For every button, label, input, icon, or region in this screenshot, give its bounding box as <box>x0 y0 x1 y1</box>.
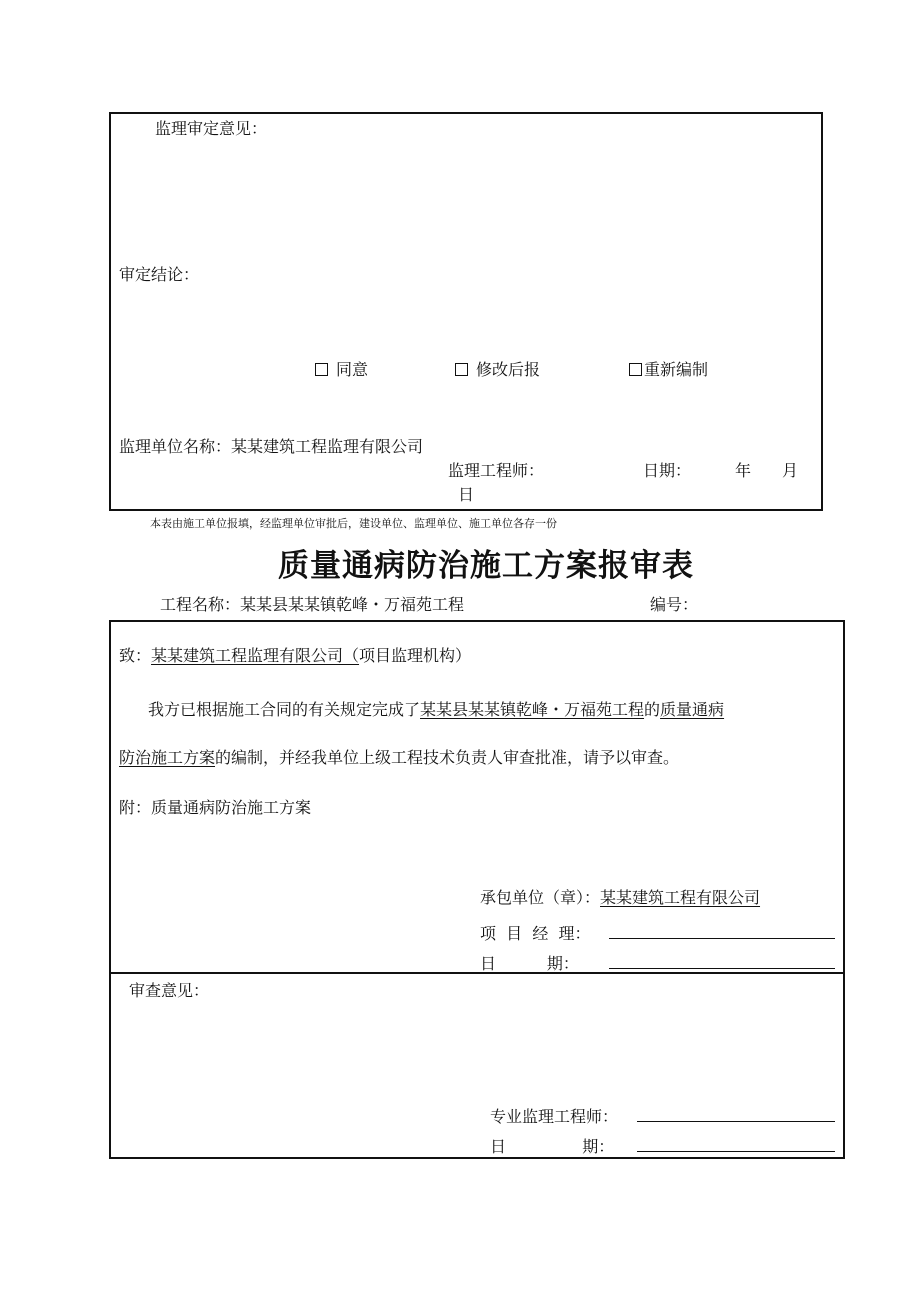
body-line-1: 我方已根据施工合同的有关规定完成了某某县某某镇乾峰・万福苑工程的质量通病 <box>148 700 725 719</box>
footnote: 本表由施工单位报填，经监理单位审批后，建设单位、监理单位、施工单位各存一份 <box>150 517 557 530</box>
addressee-org: 某某建筑工程监理有限公司（ <box>151 646 360 665</box>
option-revise-resubmit[interactable]: 修改后报 <box>455 357 540 380</box>
project-name: 某某县某某镇乾峰・万福苑工程 <box>240 595 465 614</box>
checkbox-icon[interactable] <box>315 363 328 376</box>
engineer-sign-label: 专业监理工程师： <box>490 1107 619 1126</box>
project-manager-label: 项 目 经 理： <box>480 924 591 943</box>
option-agree[interactable]: 同意 <box>315 357 368 380</box>
checkbox-icon[interactable] <box>629 363 642 376</box>
submission-date-line[interactable] <box>609 968 835 969</box>
day-label: 日 <box>458 485 475 504</box>
engineer-signature-line[interactable] <box>637 1121 835 1122</box>
project-manager-signature-line[interactable] <box>609 938 835 939</box>
contractor-line <box>480 885 760 908</box>
review-opinion-label: 审查意见： <box>129 981 210 1000</box>
supervision-unit-label: 监理单位名称： <box>119 437 232 456</box>
to-label: 致： <box>119 646 152 665</box>
project-label: 工程名称： <box>160 595 241 614</box>
body-plan-name-b: 防治施工方案 <box>119 748 216 767</box>
review-date-line[interactable] <box>637 1151 835 1152</box>
date-label: 日期： <box>643 461 692 480</box>
supervision-unit-name: 某某建筑工程监理有限公司 <box>231 437 424 456</box>
page-title: 质量通病防治施工方案报审表 <box>278 548 694 584</box>
year-label: 年 <box>735 461 752 480</box>
submission-date-label: 日 期： <box>480 954 579 973</box>
checkbox-icon[interactable] <box>455 363 468 376</box>
contractor-name: 某某建筑工程有限公司 <box>600 888 761 907</box>
body-line-2: 防治施工方案的编制，并经我单位上级工程技术负责人审查批准，请予以审查。 <box>119 748 680 767</box>
conclusion-label: 审定结论： <box>119 265 200 284</box>
supervision-unit-line <box>119 434 423 457</box>
number-label: 编号： <box>650 595 699 614</box>
addressee-line <box>119 643 471 666</box>
addressee-suffix: 项目监理机构） <box>359 646 472 665</box>
body-plan-name-a: 质量通病 <box>660 700 725 719</box>
project-name-line <box>160 592 464 615</box>
option-reprepare[interactable]: 重新编制 <box>629 357 708 380</box>
contractor-label: 承包单位（章）： <box>480 888 601 907</box>
review-date-label: 日 期： <box>490 1137 615 1156</box>
month-label: 月 <box>782 461 799 480</box>
engineer-label: 监理工程师： <box>448 461 545 480</box>
section-divider <box>109 972 845 974</box>
attachment-line: 附：质量通病防治施工方案 <box>119 798 312 817</box>
body-project-name: 某某县某某镇乾峰・万福苑工程 <box>420 700 645 719</box>
supervision-opinion-label: 监理审定意见： <box>155 119 268 138</box>
